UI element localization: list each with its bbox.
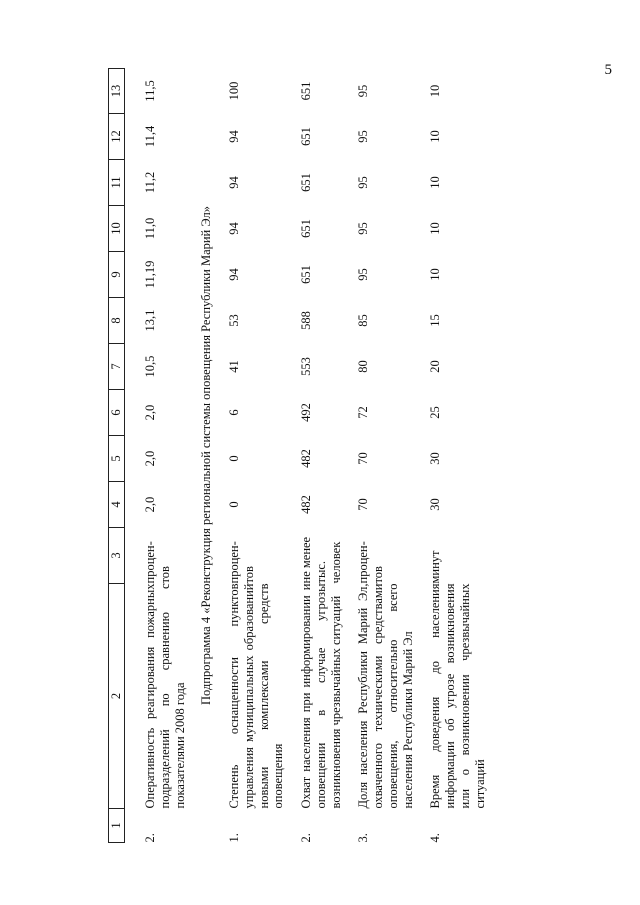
unit-cell bbox=[125, 528, 188, 584]
indicator-name: Оперативность реагирования пожарных подразделений по сравнению с показателями 2008 года bbox=[143, 583, 187, 809]
header-cell: 10 bbox=[109, 206, 125, 252]
value-cell: 6 bbox=[227, 409, 241, 416]
value-cell: 53 bbox=[227, 314, 241, 327]
table-row bbox=[343, 69, 415, 843]
value-cell: 482 bbox=[299, 449, 313, 468]
table-row bbox=[125, 69, 188, 843]
value-cell: 11,4 bbox=[143, 125, 157, 148]
value-cell: 2,0 bbox=[143, 496, 157, 513]
value-cell: 11,2 bbox=[143, 171, 157, 194]
unit-text: процен- тов bbox=[356, 541, 385, 584]
value-cell: 25 bbox=[428, 406, 443, 419]
value-cell: 2,0 bbox=[143, 404, 157, 421]
header-cell: 1 bbox=[109, 809, 125, 843]
header-cell: 4 bbox=[109, 482, 125, 528]
value-cell: 10 bbox=[428, 130, 443, 143]
value-cell: 95 bbox=[356, 222, 371, 235]
value-cell: 72 bbox=[356, 406, 371, 419]
unit-text: минут bbox=[428, 550, 443, 584]
header-cell: 7 bbox=[109, 344, 125, 390]
row-number: 2. bbox=[299, 833, 313, 843]
header-cell: 2 bbox=[109, 584, 125, 809]
indicators-table bbox=[108, 68, 487, 843]
rotated-table-frame bbox=[108, 73, 634, 843]
value-cell: 651 bbox=[299, 81, 313, 101]
value-cell: 30 bbox=[428, 452, 443, 465]
value-cell: 11,19 bbox=[143, 260, 157, 289]
header-cell: 8 bbox=[109, 298, 125, 344]
value-cell: 651 bbox=[299, 173, 313, 192]
indicator-name: Охват населения при информировании и оповещении в случае угрозы возникновения чрезвычайных ситуаций bbox=[299, 583, 343, 809]
header-cell: 3 bbox=[109, 528, 125, 584]
value-cell: 553 bbox=[299, 357, 313, 376]
value-cell: 94 bbox=[227, 130, 241, 143]
value-cell: 15 bbox=[428, 314, 443, 327]
value-cell: 10 bbox=[428, 268, 443, 281]
unit-cell bbox=[415, 528, 487, 584]
value-cell: 651 bbox=[299, 219, 313, 238]
table-row bbox=[286, 69, 343, 843]
unit-text: процен- тов bbox=[227, 541, 256, 584]
header-cell: 5 bbox=[109, 436, 125, 482]
value-cell: 95 bbox=[356, 130, 371, 143]
value-cell: 0 bbox=[227, 501, 241, 508]
value-cell: 95 bbox=[356, 84, 371, 98]
row-number: 3. bbox=[356, 833, 371, 843]
header-cell: 6 bbox=[109, 390, 125, 436]
value-cell: 85 bbox=[356, 314, 371, 327]
value-cell: 651 bbox=[299, 265, 313, 284]
value-cell: 2,0 bbox=[143, 450, 157, 467]
indicator-name: Время доведения до населения информации об угрозе возникновения или о возникновении чрезвычайных ситуаций bbox=[428, 583, 487, 809]
unit-cell bbox=[343, 528, 415, 584]
value-cell: 10 bbox=[428, 84, 443, 98]
table-row bbox=[415, 69, 487, 843]
value-cell: 10 bbox=[428, 222, 443, 235]
value-cell: 11,5 bbox=[143, 80, 157, 102]
value-cell: 13,1 bbox=[143, 309, 157, 332]
subprogram-heading-row bbox=[187, 69, 214, 843]
value-cell: 95 bbox=[356, 268, 371, 281]
value-cell: 30 bbox=[428, 498, 443, 511]
header-cell: 11 bbox=[109, 160, 125, 206]
table-row bbox=[214, 69, 286, 843]
value-cell: 80 bbox=[356, 360, 371, 373]
row-number: 4. bbox=[428, 833, 443, 843]
header-cell: 9 bbox=[109, 252, 125, 298]
value-cell: 10,5 bbox=[143, 355, 157, 378]
page-number: 5 bbox=[604, 62, 612, 78]
value-cell: 94 bbox=[227, 268, 241, 281]
value-cell: 20 bbox=[428, 360, 443, 373]
value-cell: 70 bbox=[356, 498, 371, 511]
value-cell: 651 bbox=[299, 127, 313, 146]
indicator-name: Степень оснащенности пунктов управления муниципальных образований новыми комплексами средств оповещения bbox=[227, 583, 286, 809]
value-cell: 11,0 bbox=[143, 217, 157, 240]
value-cell: 95 bbox=[356, 176, 371, 189]
unit-text: не менее тыс. человек bbox=[299, 536, 343, 584]
indicator-name: Доля населения Республики Марий Эл, охваченного техническими средствами оповещения, относительно всего населения Республики Марий Эл bbox=[356, 583, 415, 809]
row-number: 2. bbox=[143, 833, 157, 843]
unit-cell bbox=[286, 528, 343, 584]
subprogram-heading: Подпрограмма 4 «Реконструкция региональной системы оповещения Республики Марий Эл» bbox=[199, 206, 214, 705]
header-cell: 12 bbox=[109, 114, 125, 160]
header-cell: 13 bbox=[109, 69, 125, 114]
value-cell: 94 bbox=[227, 176, 241, 189]
unit-text: процен- тов bbox=[143, 541, 172, 584]
value-cell: 70 bbox=[356, 452, 371, 465]
value-cell: 0 bbox=[227, 455, 241, 462]
table-header-row bbox=[109, 69, 125, 843]
value-cell: 94 bbox=[227, 222, 241, 235]
value-cell: 588 bbox=[299, 311, 313, 330]
value-cell: 482 bbox=[299, 495, 313, 514]
value-cell: 10 bbox=[428, 176, 443, 189]
unit-cell bbox=[214, 528, 286, 584]
value-cell: 100 bbox=[227, 81, 241, 101]
value-cell: 492 bbox=[299, 403, 313, 422]
value-cell: 41 bbox=[227, 360, 241, 373]
row-number: 1. bbox=[227, 833, 241, 843]
